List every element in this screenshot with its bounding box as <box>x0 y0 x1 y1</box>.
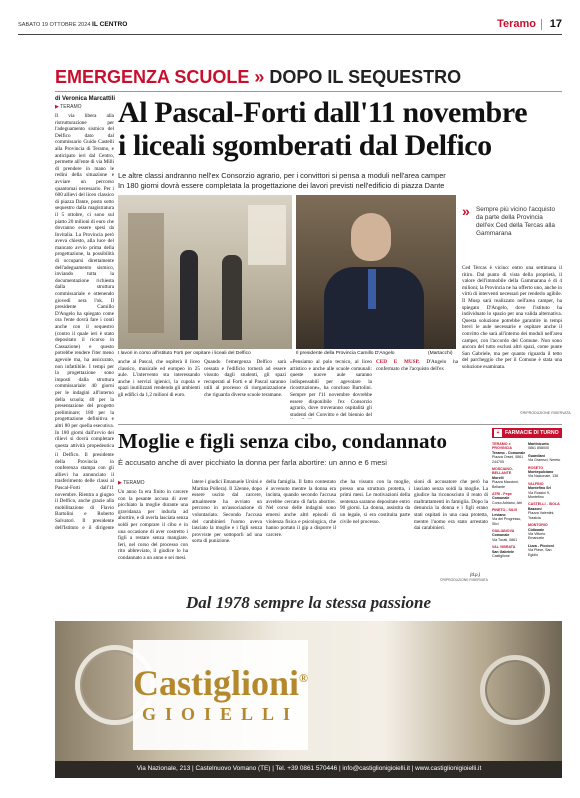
pharmacy-entry: ATRI - Pepe Comunale Corso Adriano, Atri <box>492 492 522 505</box>
pharmacy-entry: VALFINO Montefino Srl Via Rossini 9, Montefino <box>528 481 551 500</box>
pharmacy-entry: MOSCIANO-BELLANTE Morelli Piazza Maccioni, Bellante <box>492 467 519 489</box>
photo-president-head <box>351 213 391 261</box>
article1-col2b <box>55 418 114 421</box>
pharmacy-entry: PINETO - SILVI Leviano Via del Progresso, Silvi <box>492 508 522 526</box>
pharmacy-entry: VAL VIBRATA San Gabriele Castiglione <box>492 545 516 558</box>
subhead-1-line1: Le altre classi andranno nell'ex Consorzio agrario, per i convittori si pensa a moduli nell'area camper <box>118 171 446 180</box>
pharmacy-entry: MONTORIO Cidionale Via Vittorio Emanuele <box>528 523 548 541</box>
subhead-1-line2: In 180 giorni dovrà essere completata la progettazione dei lavori previsti nell'edificio di piazza Dante <box>118 181 445 190</box>
location-text: TERAMO <box>60 104 82 110</box>
masthead-section: Teramo <box>497 18 536 30</box>
article1-sidecol: Ced Tercas è vicino: entro una settimana il ritiro. Dal punto di vista della proprietà, il valore dell'immobile della Gammarana è di 4 milioni; la Provincia ne ha offerto uno, anche in virtù di interventi necessari per renderlo agibile. Il Musp sarà realizzato nell'area camper, ha spiegato D'Angelo, dove l'istituto ha individuato lo spazio per una valida alternativa. Questa soluzione potrebbe garantire in tempi brevi le aule necessarie e ospitare anche il convitto che sarà all'interno dei moduli nell'area camper, con l'accordo del Comune. Non sono ancora del tutto esclusi altri spazi, come punte San Gabriele, ma per quanto riguarda il tetto del parcheggio che per il Comune è stata una soluzione esaminata. <box>462 265 562 370</box>
masthead-paper: IL CENTRO <box>92 21 128 28</box>
kicker-sep: » <box>254 67 265 87</box>
headline-1-line2: i liceali sgomberati dal Delfico <box>118 129 492 162</box>
photo-president <box>296 195 456 349</box>
ad-registered-mark: ® <box>299 671 308 685</box>
photo-person-b <box>222 255 242 340</box>
article1-col4: Quando l'emergenza Delfico sarà cessata e l'edificio tornerà ad essere vissuto dagli studenti, gli spazi recuperati al Forti e al Pascal saranno utili al processo di riorganizzazione che riguarda diverse scuole teramane. <box>204 359 286 398</box>
article1-col3: anche al Pascal, che ospiterà il liceo classico, musicale ed europeo in 25 aule. L'intervento sta interessando anche i servizi igienici, la cupola e spazi inutilizzati rendendo gli ambienti gli edifici da 1,2 milioni di euro. <box>118 359 200 398</box>
headline-1-line1: Al Pascal-Forti dall'11 novembre <box>118 96 528 129</box>
article2-col3: della famiglia. Il fatto contestato è avvenuto mentre la donna era incinta, quando secondo l'accusa avrebbe cercato di farla abortire. Nel corso delle indagini sono emersi anche altri episodi di violenza fisica e psicologica, che hanno portato il gip a disporre il carcere. <box>266 479 336 538</box>
article1-col5 <box>290 359 372 419</box>
pharmacy-title: FARMACIE DI TURNO <box>505 430 559 436</box>
caption-2: Il presidente della Provincia Camillo D'Angelo <box>296 351 395 356</box>
pharmacy-right <box>528 442 562 560</box>
masthead-date: SABATO 19 OTTOBRE 2024 <box>18 22 91 28</box>
pharmacy-entry: Martinicurto 0861 858000 <box>528 442 549 451</box>
location-tag-2: ▶ TERAMO <box>118 480 145 486</box>
kicker-rule <box>55 91 562 92</box>
article1-col6 <box>376 359 458 419</box>
photo-window <box>248 205 286 265</box>
pharmacy-entry: GIULIANOVA Comunale Via Turati, 0861 <box>492 528 518 542</box>
pharmacy-left <box>492 442 526 561</box>
ad-logo-box <box>133 640 308 750</box>
ad-tagline: Dal 1978 sempre la stessa passione <box>185 593 432 612</box>
pullquote-marker: » <box>462 203 470 219</box>
photo-person-a <box>180 250 198 340</box>
article1-col5b-label: CED E MUSP. <box>376 359 420 365</box>
pharmacy-box <box>492 428 562 580</box>
location-tag: ▶ TERAMO <box>55 104 82 110</box>
photo-doorframe <box>128 213 164 333</box>
pharmacy-entry: Lizza - Piccioni Via Piave, San Egidio <box>528 543 554 557</box>
caption-1: I lavori in corso all'istituto Forti per ospitare i liceali del Delfico <box>118 351 251 356</box>
photo-president-tie <box>368 269 376 309</box>
article1-col1: Il via libera alla ristrutturazione per l'adeguamento sismico del Delfico dato dal commissario Guido Castelli alla Provincia di Teramo, e anticipato ieri dal Centro, permette all'ente di via Milli di prendere in mano le redini della situazione e avviare un percorso quantomai necessario. Per i 600 allievi del liceo classico di piazza Dante, posto sotto sequestro dalla magistratura il 5 ottobre, ci sono sul piatto 20 milioni di euro che dovranno essere spesi da Invitalia. La Provincia però aveva chiesto, alla luce del mancato avvio prima della progettazione, la possibilità di occuparsi direttamente dell'adeguamento sismico, inviando tutta la documentazione richiesta dalla struttura commissariale e ottenendo giovedì sera l'ok. Il presidente Camillo D'Angelo ha spiegato come ora l'ente dovrà fare i conti anche con il sequestro (contro il quale ieri è stato depositato il ricorso in Cassazione) e questo potrebbe rendere l'iter meno agevole ma, ha assicurato, non infattibile. I tempi per la progettazione sono imposti dalla struttura commissariale: 40 giorni per le indagini all'interno della scuola; 40 per la presentazione del progetto preliminare; 180 per la progettazione definitiva e altri 80 per quella esecutiva. In 180 giorni dall'avvio dei rilievi si dovrà completare questa attività propedeutica <box>55 113 114 449</box>
ad-brand-sub: GIOIELLI <box>141 704 300 724</box>
kicker <box>55 66 461 88</box>
masthead-divider <box>541 19 542 30</box>
pharmacy-entry: CASTELLI - ISOLA Bazzoni Piazza Valentini, Tossicia <box>528 502 560 520</box>
photo-school-works <box>118 195 292 349</box>
article1-signature: ©RIPRODUZIONE RISERVATA <box>520 411 571 415</box>
pharmacy-entry: Guardiani Via Gramsci, Nereto <box>528 453 561 463</box>
ad-ring-right <box>480 655 550 725</box>
pullquote: Sempre più vicino l'acquisto da parte della Provincia dell'ex Ced della Tercas alla Gammarana <box>476 206 556 237</box>
ad-footer: Via Nazionale, 213 | Castelnuovo Vomano (TE) | Tel. +39 0861 570446 | info@castiglionigioielli.it | www.castiglionigioielli.it <box>136 765 482 772</box>
pharmacy-entry: ROSETO Montepulciano Via Nazionale, 136 <box>528 465 559 479</box>
headline-1 <box>118 96 562 162</box>
headline-2: Moglie e figli senza cibo, condannato <box>118 429 447 453</box>
article2-signature-2: ©RIPRODUZIONE RISERVATA <box>440 578 488 582</box>
pharmacy-header <box>492 428 562 438</box>
subhead-1 <box>118 171 562 191</box>
ad-brand <box>133 658 308 703</box>
article2-col2: latere i giudici Emanuele Ursini e Martina Pollera). Il 32enne, dopo essere uscito dal carcere, attualmente ha avviato un percorso in un'associazione di volontariato. Secondo l'accusa del carabinieri l'uomo aveva lasciato la moglie e i figli senza provviste per sottoporli ad una sorta di punizione. <box>192 479 262 545</box>
article1-col5-text: «Pensiamo al polo tecnico, al liceo artistico e anche alle scuole comunali: queste nuove aule saranno indispensabili per agevolare la ricostruzione», ha concluso Bartolini. Sempre per l'11 novembre dovrebbe essere disponibile l'ex Consorzio agrario, dove troveranno ospitalità gli studenti del Convitto e del biennio del <box>290 359 372 418</box>
advertisement <box>55 585 562 780</box>
ad-brand-text: Castiglioni <box>133 663 300 703</box>
article2-col4: che ha vissuto con la moglie, presso una struttura protetta, i primi mesi. Le motivazioni della sentenza saranno depositate entro 90 giorni. La donna, assistita da un legale, si era costituita parte civile nel processo. <box>340 479 410 525</box>
article2-col1: Un anno fa era finito in carcere con la pesante accusa di aver picchiato la moglie durante una gravidanza per indurla ad abortire, e di averla lasciata senza soldi per comprare il cibo e in una occasione di aver costretto i figli a restare senza mangiare. Ieri, nel corso del processo con rito abbreviato, il giudice lo ha condannato a un anno e sei mesi. <box>118 489 188 561</box>
pharmacy-plus-icon: + <box>494 429 502 437</box>
masthead <box>18 17 562 33</box>
byline: di Veronica Marcattili <box>55 96 116 102</box>
article2-col5: sioni di accusatore che però ha lasciato senza soldi la moglie. La giudice ha riconosciuto il reato di maltrattamenti in famiglia. Dopo la denuncia la donna e i figli erano stati ospitati in una casa protetta, mentre l'uomo era stato arrestato dai carabinieri. <box>414 479 488 532</box>
location-text-2: TERAMO <box>123 480 145 486</box>
article-divider <box>118 424 562 425</box>
kicker-black: DOPO IL SEQUESTRO <box>269 67 462 87</box>
kicker-red: EMERGENZA SCUOLE <box>55 67 250 87</box>
subhead-2: È accusato anche di aver picchiato la donna per farla abortire: un anno e 6 mesi <box>118 458 387 467</box>
masthead-rule <box>18 34 562 35</box>
article1-col5b-text: D'Angelo ha confermato che l'acquisto dell'ex <box>376 359 458 372</box>
article1-col2a: il Delfico. Il presidente della Provincia in conferenza stampa con gli allievi ha annunciato il trasferimento delle classi al Pascal-Forti dall'11 novembre. Rientra a giugno il Delfico, anche grazie alla mobilitazione di Flavio Bartolini e Roberto Salvatori. Il presidente dell'Istituto e il dirigente <box>55 452 114 530</box>
page-number: 17 <box>549 18 562 30</box>
pharmacy-entry: TERAMO e PROVINCIA Teramo - Comunale Piazza Orsini, 0861 244705 <box>492 442 526 464</box>
caption-2-credit: (Martacchi) <box>428 351 453 356</box>
article2-signature: (d.p.) <box>470 572 481 577</box>
